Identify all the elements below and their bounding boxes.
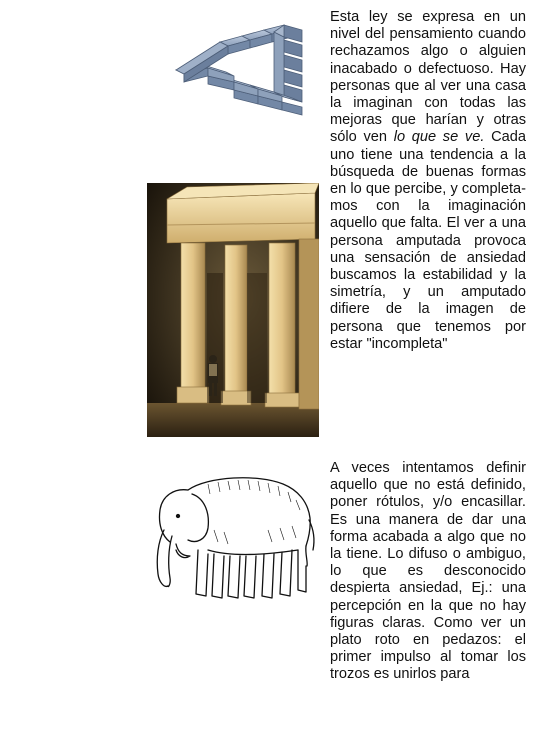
paragraph-ley-pensamiento xyxy=(330,9,526,353)
paragraph-1-end: Cada uno tiene una tendencia a la búsqueda de buenas formas en lo que percibe, y completamos con la imaginación aquello que falta. El ver a una persona amputada provoca una sensación de ansiedad buscamos la estabilidad y la simetría, y un amputado difiere de la imagen de persona que tenemos por estar "incompleta" xyxy=(330,129,526,352)
paragraph-1-start: Esta ley se expresa en un nivel del pensamiento cuando rechazamos algo o alguien inacabado o defectuoso. Hay personas que al ver una casa la imaginan con todas las mejoras que harían y otras sólo ven xyxy=(330,9,526,146)
paragraph-2-text: A veces intentamos definir aquello que no está definido, poner rótulos, y/o encasillar. Es una manera de dar una forma acabada a algo que no la tiene. Lo difuso o ambiguo, lo que es desconocido despierta ansiedad, Ej.: una percepción en la que no hay figuras claras. Como ver un plato roto en pedazos: el primer impulso al tomar los trozos es unirlos para xyxy=(330,460,526,683)
impossible-brick-triangle-icon xyxy=(150,12,310,124)
paragraph-definir xyxy=(330,460,526,684)
impossible-stone-arch-icon xyxy=(147,183,319,437)
paragraph-1-italic: lo que se ve. xyxy=(393,129,485,146)
impossible-elephant-legs-icon xyxy=(148,470,318,605)
